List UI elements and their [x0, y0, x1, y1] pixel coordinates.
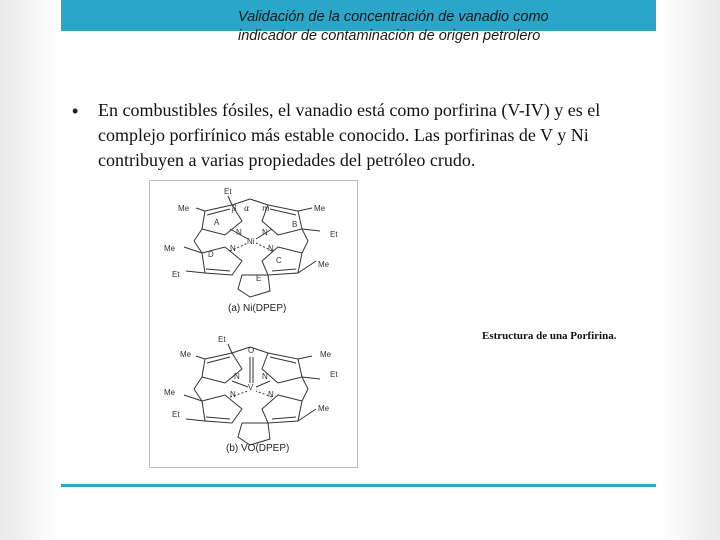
ring-label-d: D: [208, 250, 214, 259]
subtitle-ni-dpep: (a) Ni(DPEP): [228, 303, 287, 314]
figure-caption: Estructura de una Porfirina.: [482, 330, 617, 342]
sub-top-et-3: Et: [172, 270, 180, 279]
subtitle-vo-dpep: (b) VO(DPEP): [226, 443, 290, 454]
atom-o: O: [248, 346, 255, 355]
sub-bot-et-1: Et: [218, 335, 226, 344]
atom-n-3: N: [230, 244, 236, 253]
atom-n-2: N: [262, 228, 268, 237]
bottom-divider: [61, 484, 656, 487]
sub-bot-me-3: Me: [164, 388, 176, 397]
position-meso: m: [262, 204, 270, 213]
body-paragraph: En combustibles fósiles, el vanadio está como porfirina (V-IV) y es el complejo porfirínico más estable conocido. Las porfirinas de V y Ni contribuyen a varias propiedades del petróleo crudo.: [98, 100, 601, 170]
sub-top-me-1: Me: [178, 204, 190, 213]
atom-v: V: [248, 383, 254, 392]
atom-n-5: N: [234, 372, 240, 381]
atom-n-4: N: [268, 244, 274, 253]
bullet-marker: •: [72, 101, 79, 121]
atom-n-8: N: [268, 390, 274, 399]
ring-e: [238, 275, 270, 297]
ring-label-e: E: [256, 274, 262, 283]
vo-dpep-structure: [184, 344, 320, 445]
sub-bot-me-4: Me: [318, 404, 330, 413]
ring-label-a: A: [214, 218, 220, 227]
sub-bot-et-2: Et: [330, 370, 338, 379]
sub-top-me-4: Me: [318, 260, 330, 269]
sub-top-me-2: Me: [314, 204, 326, 213]
slide-title: [238, 8, 623, 46]
atom-n-6: N: [262, 372, 268, 381]
sub-bot-me-2: Me: [320, 350, 332, 359]
sub-top-et-2: Et: [330, 230, 338, 239]
porphyrin-figure: [149, 180, 358, 468]
ring-label-b: B: [292, 220, 298, 229]
title-line-2: indicador de contaminación de origen petrolero: [238, 28, 541, 44]
atom-n-7: N: [230, 390, 236, 399]
position-beta: β: [232, 204, 237, 213]
ni-dpep-structure: [184, 196, 320, 297]
sub-top-me-3: Me: [164, 244, 176, 253]
title-line-1: Validación de la concentración de vanadio como: [238, 9, 549, 25]
position-alpha: α: [244, 204, 250, 213]
sub-top-et-1: Et: [224, 187, 232, 196]
sub-bot-et-3: Et: [172, 410, 180, 419]
atom-n-1: N: [236, 228, 242, 237]
porphyrin-structures: [150, 181, 357, 467]
ring-label-c: C: [276, 256, 282, 265]
atom-ni: Ni: [247, 237, 255, 246]
sub-bot-me-1: Me: [180, 350, 192, 359]
